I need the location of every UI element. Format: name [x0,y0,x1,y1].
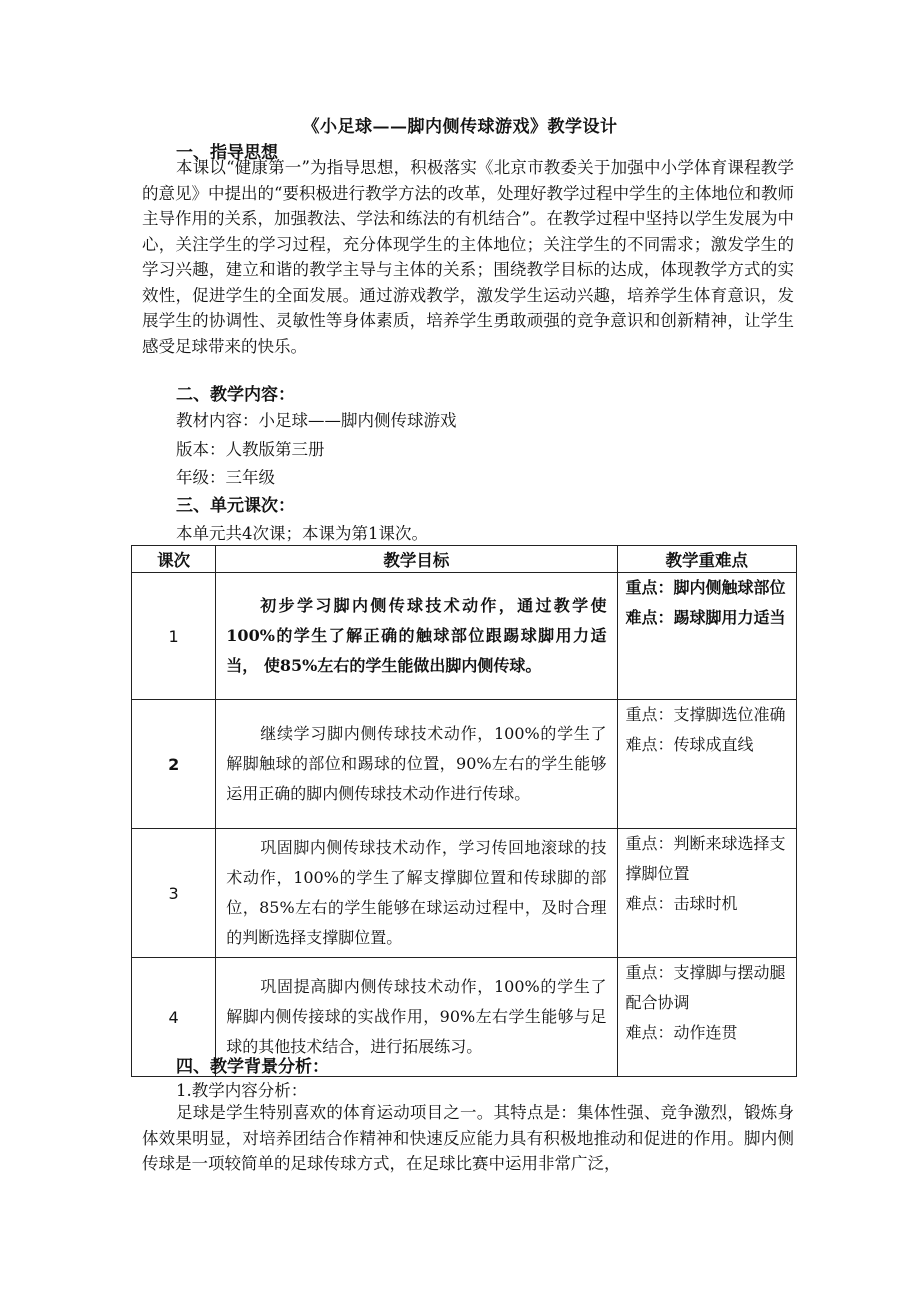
unit-lessons-line: 本单元共4次课；本课为第1课次。 [176,524,428,543]
lesson-key-points [617,573,796,700]
header-key-points: 教学重难点 [617,546,796,573]
section-heading-background-analysis: 四、教学背景分析： [176,1057,329,1077]
table-row [132,700,797,829]
key-point-text: 重点：脚内侧触球部位 [625,578,786,597]
table-row [132,573,797,700]
section-heading-teaching-content: 二、教学内容： [176,385,295,405]
lesson-goal: 初步学习脚内侧传球技术动作，通过教学使100%的学生了解正确的触球部位跟踢球脚用力适当， 使85%左右的学生能做出脚内侧传球。 [216,573,617,700]
key-point-text: 重点：支撑脚选位准确 [625,705,786,724]
content-line-edition: 版本：人教版第三册 [176,440,325,459]
lesson-goal: 巩固脚内侧传球技术动作，学习传回地滚球的技术动作，100%的学生了解支撑脚位置和传球脚的部位，85%左右的学生能够在球运动过程中，及时合理的判断选择支撑脚位置。 [216,829,617,958]
difficulty-text: 难点：动作连贯 [625,1023,738,1042]
lesson-goal: 巩固提高脚内侧传球技术动作，100%的学生了解脚内侧传接球的实战作用，90%左右学生能够与足球的其他技术结合，进行拓展练习。 [216,958,617,1077]
table-row [132,829,797,958]
difficulty-text: 难点：击球时机 [625,894,738,913]
lesson-number: 4 [132,958,216,1077]
difficulty-text: 难点：传球成直线 [625,735,754,754]
key-point-text: 重点：判断来球选择支撑脚位置 [625,834,786,883]
lesson-number: 3 [132,829,216,958]
lesson-goal: 继续学习脚内侧传球技术动作，100%的学生了解脚触球的部位和踢球的位置，90%左右的学生能够运用正确的脚内侧传球技术动作进行传球。 [216,700,617,829]
lesson-table [131,545,797,1077]
subheading-content-analysis: 1.教学内容分析： [176,1081,308,1100]
content-line-grade: 年级：三年级 [176,468,275,487]
lesson-number: 1 [132,573,216,700]
document-title: 《小足球——脚内侧传球游戏》教学设计 [302,117,618,137]
lesson-key-points [617,958,796,1077]
key-point-text: 重点：支撑脚与摆动腿配合协调 [625,963,786,1012]
difficulty-text: 难点：踢球脚用力适当 [625,608,786,627]
guiding-thought-paragraph: 本课以“健康第一”为指导思想，积极落实《北京市教委关于加强中小学体育课程教学的意见》中提出的“要积极进行教学方法的改革，处理好教学过程中学生的主体地位和教师主导作用的关系，加强教法、学法和练法的有机结合”。在教学过程中坚持以学生发展为中心，关注学生的学习过程，充分体现学生的主体地位；关注学生的不同需求；激发学生的学习兴趣，建立和谐的教学主导与主体的关系；围绕教学目标的达成，体现教学方式的实效性，促进学生的全面发展。通过游戏教学，激发学生运动兴趣，培养学生体育意识，发展学生的协调性、灵敏性等身体素质，培养学生勇敢顽强的竞争意识和创新精神，让学生感受足球带来的快乐。 [142,158,794,356]
lesson-number: 2 [132,700,216,829]
section-heading-unit-lessons: 三、单元课次： [176,496,295,516]
content-analysis-paragraph: 足球是学生特别喜欢的体育运动项目之一。其特点是：集体性强、竞争激烈，锻炼身体效果明显，对培养团结合作精神和快速反应能力具有积极地推动和促进的作用。脚内侧传球是一项较简单的足球传球方式，在足球比赛中运用非常广泛， [142,1103,794,1173]
table-header-row [132,546,797,573]
content-line-material: 教材内容：小足球——脚内侧传球游戏 [176,411,457,430]
header-teaching-goal: 教学目标 [216,546,617,573]
header-lesson-number: 课次 [132,546,216,573]
lesson-key-points [617,829,796,958]
section-heading-guiding-thought: 一、指导思想 [176,143,278,163]
lesson-key-points [617,700,796,829]
